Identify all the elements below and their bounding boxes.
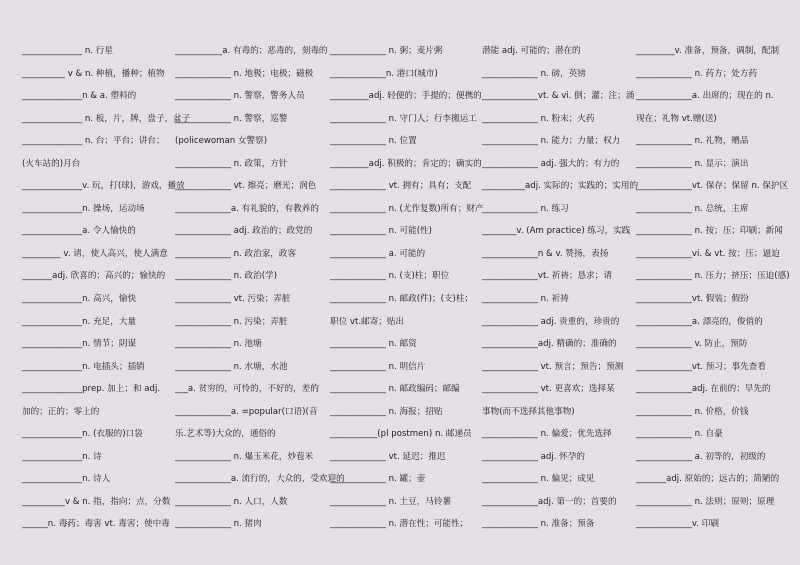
vocab-line: _____________ n. 海报；招贴 [330, 406, 443, 417]
vocab-line: _____________ n. (尤作复数)所有；财产 [330, 203, 484, 214]
vocab-line: _____________ n. 守门人；行李搬运工 [330, 113, 477, 124]
vocab-line: _____________a. 有礼貌的，有教养的 [175, 203, 319, 214]
vocab-line: _____________vt. 保存；保留 n. 保护区 [636, 181, 789, 192]
vocab-line: _____________ vt. 延迟；推迟 [330, 451, 446, 462]
vocab-line: __________v & n. 指，指向；点，分数 [22, 496, 171, 507]
vocab-line: _____________ n. 警察，巡警 [175, 113, 288, 124]
vocab-line: _____________adj. 精确的；准确的 [482, 339, 617, 350]
vocab-line: _____________ n. 总统，主席 [636, 203, 749, 214]
vocab-line: 事物(而不选择其他事物) [482, 406, 575, 417]
vocab-line: _____________a. =popular(口语)(音 [175, 406, 318, 417]
vocab-line: _____________ n. 爆玉米花，炒苞米 [175, 451, 314, 462]
vocab-line: ________v. (Am practice) 练习，实践 [482, 226, 631, 237]
vocab-line: _____________ n. 自豪 [636, 429, 723, 440]
vocab-line: _____________vt. 祈祷；恳求；请 [482, 271, 612, 282]
vocab-line: ______________ n. 台；平台；讲台； [22, 136, 165, 147]
vocab-line: _____________ n. 池塘 [175, 339, 262, 350]
vocab-line: _________adj. 轻便的；手提的；便携的 [330, 91, 482, 102]
vocab-line: ______________ n. 板，片，牌，盘子，盆子 [22, 113, 191, 124]
vocab-line: _____________ n. 压力；挤压；压迫(感) [636, 271, 790, 282]
vocab-line: ___________a. 有毒的；恶毒的，刻毒的 [175, 46, 328, 56]
vocab-line: _____________vt. 预习；事先查看 [636, 361, 766, 372]
vocab-line: _____________ vt. 更喜欢；选择某 [482, 384, 615, 395]
vocab-line: _____________ n. 磅，英镑 [482, 68, 586, 79]
vocab-line: _____________ n. 罐；壶 [330, 474, 426, 485]
vocab-line: _____________vi. & vt. 按；压；逼迫 [636, 248, 780, 259]
vocab-line: ______________ n. 行星 [22, 46, 113, 56]
vocab-line: 加的；正的；零上的 [22, 406, 100, 417]
vocab-line: _____________ n. 准备；预备 [482, 519, 595, 530]
vocab-column-3 [330, 40, 484, 536]
vocab-line: _____________ n. 粉末；火药 [482, 113, 595, 124]
vocab-line: _____________ n. 法则；原则；原理 [636, 496, 775, 507]
vocab-line: _____________ n. 政治家，政客 [175, 248, 297, 259]
vocab-line: _____________ n. 粥；麦片粥 [330, 46, 443, 56]
vocab-line: 职位 vt.邮寄；贴出 [330, 316, 405, 327]
vocab-line: _____________ vt. 预言；预告；预测 [482, 361, 624, 372]
vocab-line: ______________v. 玩，打(球)，游戏，播放 [22, 181, 185, 192]
vocab-column-5 [636, 40, 790, 536]
vocab-line: _____________ n. 邮政编码；邮编 [330, 384, 460, 395]
vocab-line: _____________ v. 防止，预防 [636, 339, 748, 350]
vocab-line: _____________ n. 药方；处方药 [636, 68, 758, 79]
vocab-line: ______________prep. 加上；和 adj. [22, 384, 161, 395]
vocab-line: ______________n & a. 塑料的 [22, 91, 137, 102]
vocab-line: _____________ adj. 怀孕的 [482, 451, 585, 462]
vocab-line: _____________n. 港口(城市) [330, 68, 438, 79]
vocab-line: _____________ n. 邮资 [330, 339, 417, 350]
vocab-line: ______________a. 令人愉快的 [22, 226, 136, 237]
vocab-line: _____________a. 漂亮的，俊俏的 [636, 316, 763, 327]
vocab-line: _____________ n. 祈祷 [482, 294, 569, 305]
vocab-line: _____________ vt. 擦亮；磨光；润色 [175, 181, 317, 192]
vocab-line: __________ v & n. 种植，播种；植物 [22, 68, 165, 79]
vocab-line: (火车站的)月台 [22, 158, 81, 169]
vocab-line: 现在；礼物 vt.赠(送) [636, 113, 717, 124]
vocab-line: _____________ n. 价格，价钱 [636, 406, 749, 417]
vocab-line: _____________ n. 政策，方针 [175, 158, 288, 169]
vocab-line: _____________ n. 明信片 [330, 361, 426, 372]
vocab-line: 潜能 adj. 可能的；潜在的 [482, 46, 581, 56]
vocab-line: _____________a. 出席的；现在的 n. [636, 91, 774, 102]
vocab-line: ______________n. 电插头；插销 [22, 361, 145, 372]
vocab-line: _____________ n. (支)柱；职位 [330, 271, 450, 282]
vocab-line: _______adj. 原始的；远古的；简陋的 [636, 474, 780, 485]
vocab-line: _____________ n. 显示；演出 [636, 158, 749, 169]
vocab-line: ___a. 贫穷的，可怜的，不好的，差的 [175, 384, 319, 395]
vocab-line: _____________ n. 政治(学) [175, 271, 277, 282]
vocab-line: _____________adj. 第一的；首要的 [482, 496, 617, 507]
vocab-line: _____________ a. 初等的，初级的 [636, 451, 766, 462]
vocab-line: _____________ n. 土豆，马铃薯 [330, 496, 452, 507]
vocab-line: _____________adj. 在前的；早先的 [636, 384, 771, 395]
vocab-line: _____________vt. 假装；假扮 [636, 294, 749, 305]
vocab-column-4 [482, 40, 639, 536]
vocab-line: ______________n. 情节；阴谋 [22, 339, 137, 350]
vocab-line: _____________ adj. 贵重的，珍贵的 [482, 316, 620, 327]
vocab-line: _____________ n. 偏爱；优先选择 [482, 429, 612, 440]
vocab-line: _____________ n. 邮政(件)；(支)柱； [330, 294, 474, 305]
vocab-line: _____________ a. 可能的 [330, 248, 426, 259]
vocab-line: _________ v. 请，使人高兴，使人满意 [22, 248, 168, 259]
vocab-line: _____________ vt. 拥有；具有；支配 [330, 181, 472, 192]
vocab-line: (policewoman 女警察) [175, 136, 268, 147]
vocab-line: _________v. 准备，预备，调制，配制 [636, 46, 780, 56]
vocab-line: _____________ n. 人口，人数 [175, 496, 288, 507]
vocab-line: ______________n. 高兴，愉快 [22, 294, 137, 305]
vocab-line: _____________ n. 潜在性；可能性； [330, 519, 469, 530]
vocab-line: _____________ n. 能力；力量；权力 [482, 136, 621, 147]
vocab-column-2 [175, 40, 345, 536]
vocab-line: _____________ n. 礼物，赠品 [636, 136, 749, 147]
vocab-line: _____________vt. & vi. 倒；灌；注；涌 [482, 91, 635, 102]
vocab-line: _____________ n. 污染；弄脏 [175, 316, 288, 327]
vocab-line: _____________ n. 偏见；成见 [482, 474, 595, 485]
vocab-line: _____________ n. 可能(性) [330, 226, 432, 237]
vocab-line: ______________n. 诗人 [22, 474, 111, 485]
vocab-line: _____________v. 印刷 [636, 519, 719, 530]
vocab-column-1 [22, 40, 191, 536]
vocab-line: 乐.艺术等)大众的，通俗的 [175, 429, 276, 440]
vocab-line: ___________(pl postmen) n. 邮递员 [330, 429, 472, 440]
vocab-line: ______n. 毒药；毒害 vt. 毒害；使中毒 [22, 519, 170, 530]
vocab-line: _________adj. 积极的；肯定的；确实的 [330, 158, 482, 169]
vocab-line: ______________n. (衣服的)口袋 [22, 429, 143, 440]
vocab-line: _______adj. 欣喜的；高兴的；愉快的 [22, 271, 166, 282]
vocab-line: _____________ n. 按；压；印刷；新闻 [636, 226, 783, 237]
vocab-line: __________adj. 实际的；实践的；实用的 [482, 181, 639, 192]
vocab-line: _____________ adj. 强大的；有力的 [482, 158, 620, 169]
vocab-line: _____________ n. 练习 [482, 203, 569, 214]
vocab-line: _____________ n. 猪肉 [175, 519, 262, 530]
vocab-line: _____________ vt. 污染；弄脏 [175, 294, 291, 305]
vocab-line: ______________n. 操场，运动场 [22, 203, 145, 214]
vocab-line: _____________ n. 位置 [330, 136, 417, 147]
vocab-line: _____________ n. 水塘，水池 [175, 361, 288, 372]
vocab-line: ______________n. 充足，大量 [22, 316, 137, 327]
vocab-line: ______________n. 诗 [22, 451, 102, 462]
vocab-line: _____________ adj. 政治的；政党的 [175, 226, 313, 237]
vocab-line: _____________n & v. 赞扬，表扬 [482, 248, 609, 259]
vocab-line: _____________a. 流行的，大众的，受欢迎的 [175, 474, 345, 485]
vocab-line: _____________ n. 警察，警务人员 [175, 91, 305, 102]
vocab-line: _____________ n. 地极；电极；磁极 [175, 68, 314, 79]
